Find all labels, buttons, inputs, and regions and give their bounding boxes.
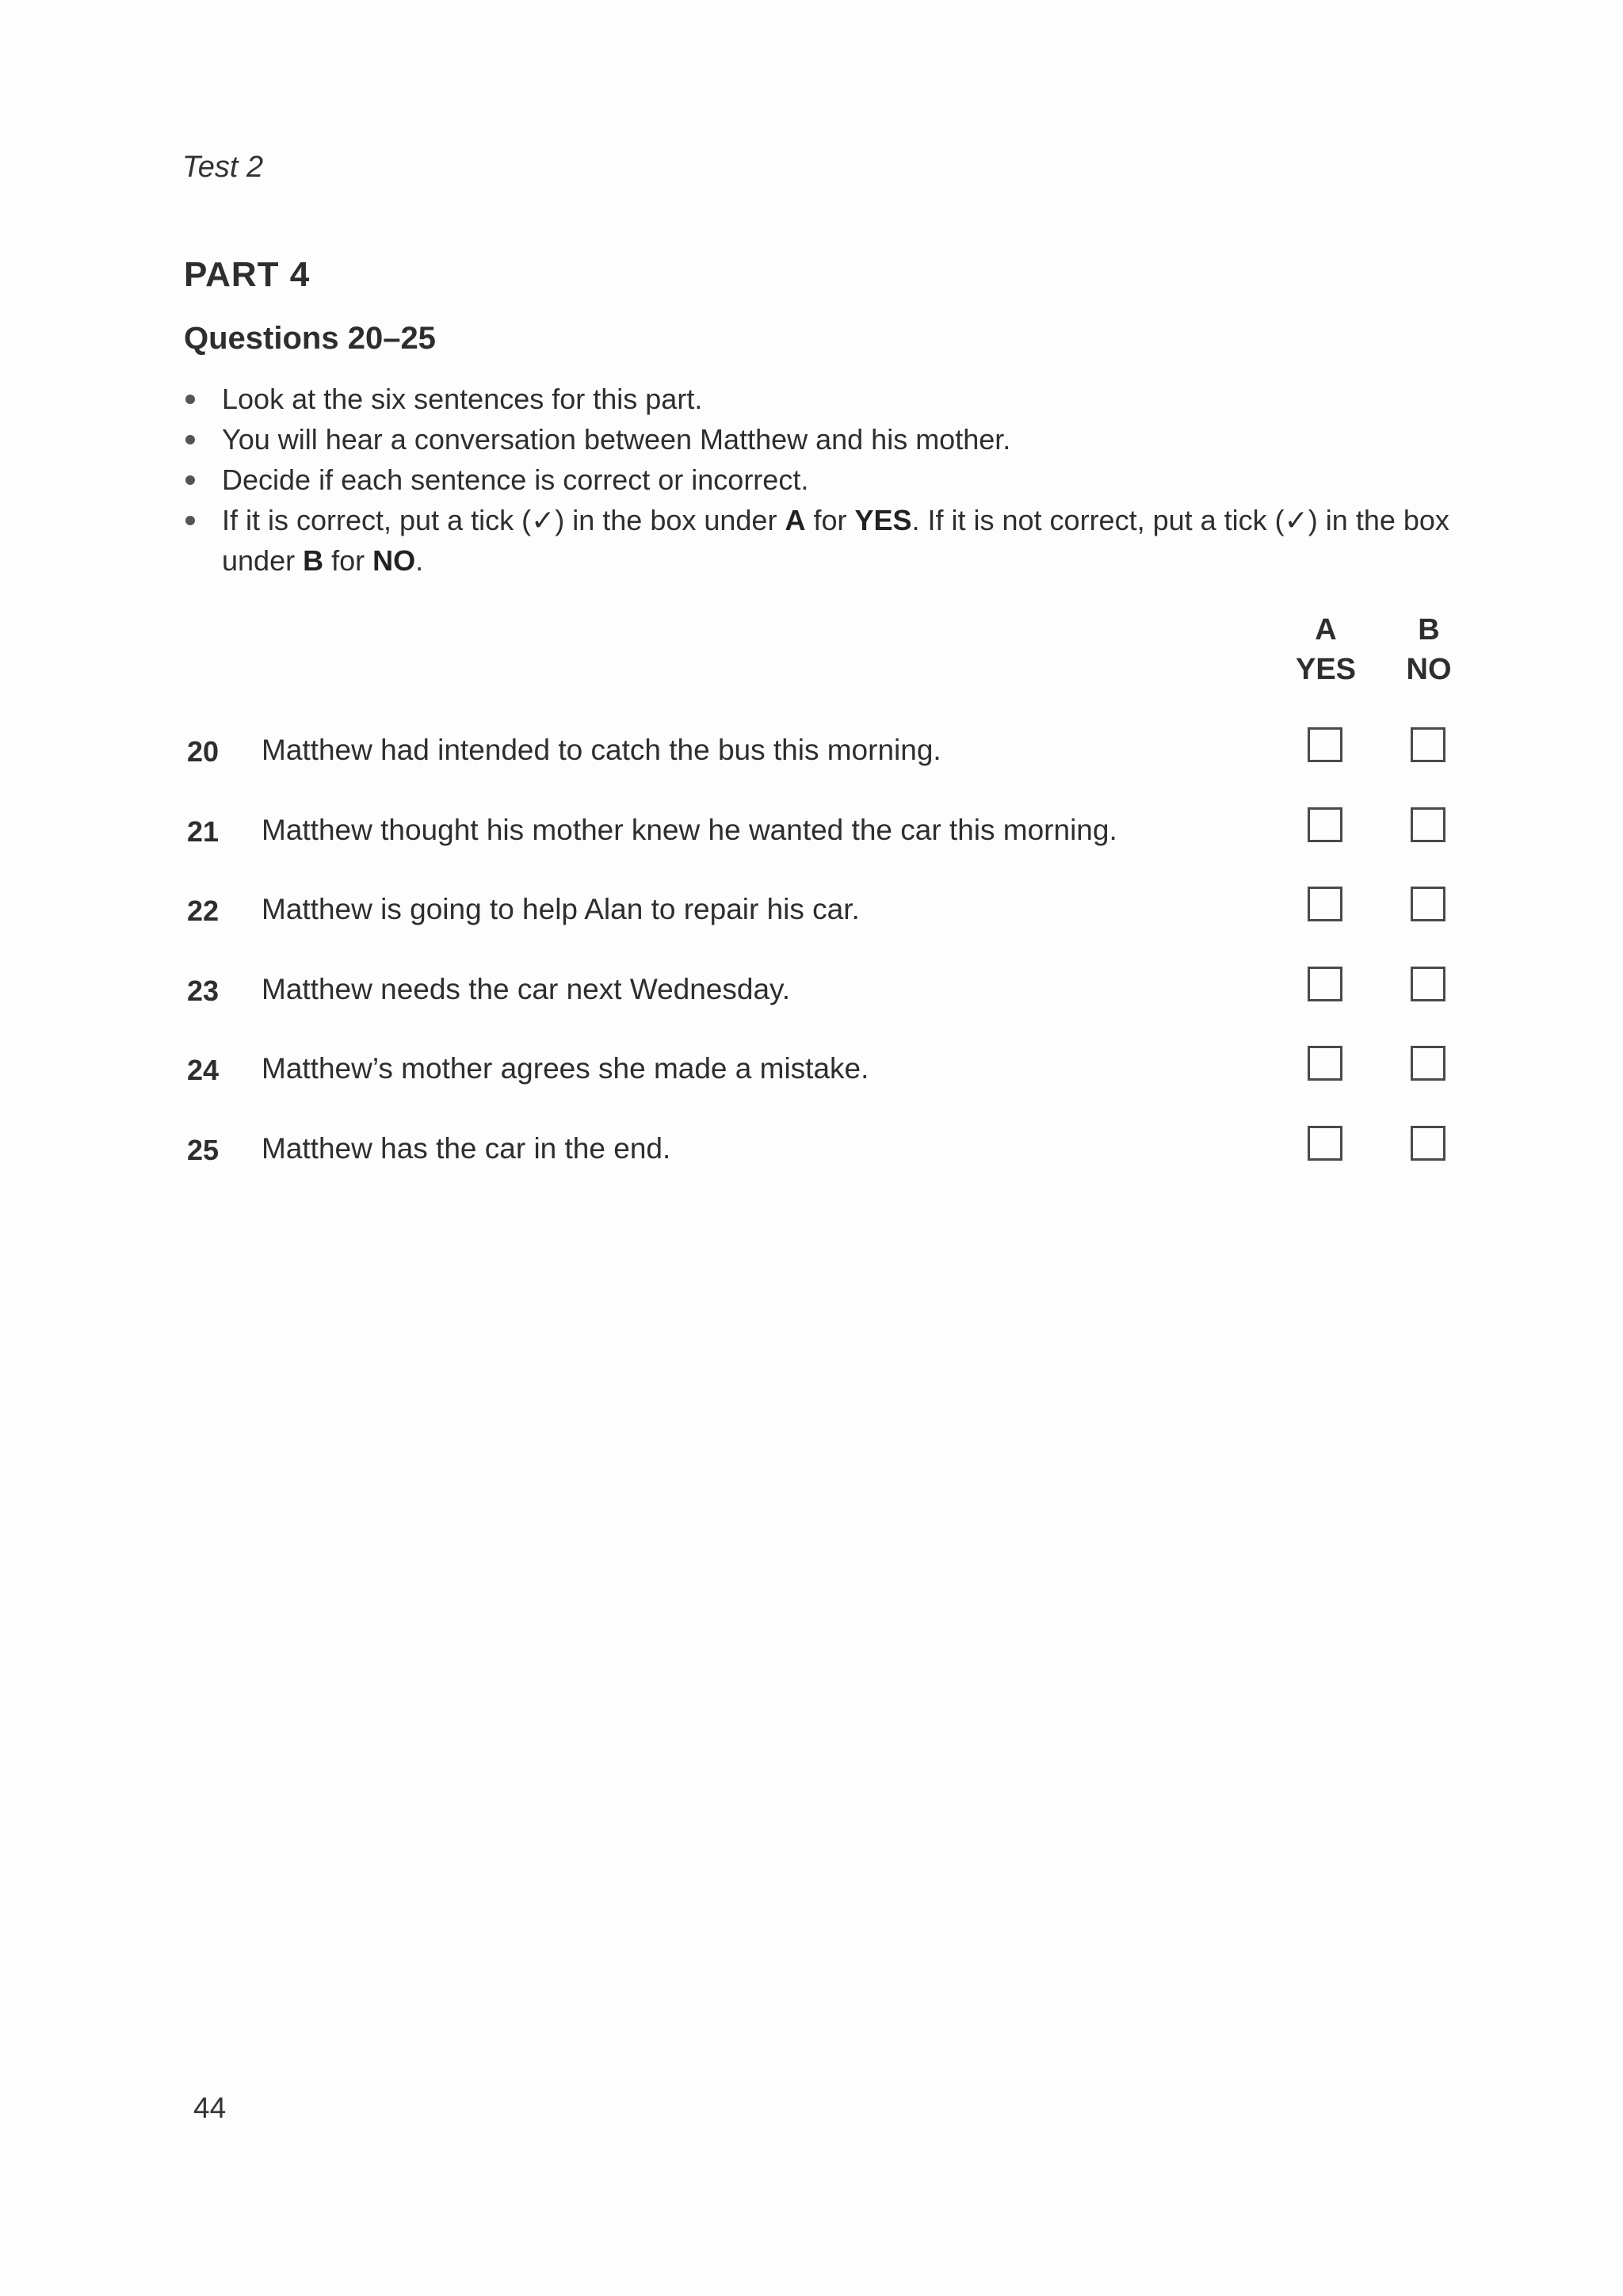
- bullet-icon: [185, 435, 195, 444]
- instruction-item: [184, 460, 1460, 500]
- question-row: [0, 807, 1623, 855]
- question-text: Matthew had intended to catch the bus this morning.: [262, 734, 941, 766]
- column-a-header: [1290, 610, 1361, 689]
- instruction-emphasis: YES: [854, 504, 912, 536]
- question-text: Matthew’s mother agrees she made a mistake.: [262, 1052, 869, 1085]
- no-checkbox[interactable]: [1411, 807, 1445, 842]
- question-row: [0, 727, 1623, 775]
- instruction-text: Decide if each sentence is correct or incorrect.: [222, 463, 809, 496]
- questions-title: Questions 20–25: [184, 321, 436, 356]
- instruction-text: Look at the six sentences for this part.: [222, 383, 703, 415]
- instruction-text: .: [415, 544, 424, 577]
- no-checkbox[interactable]: [1411, 887, 1445, 921]
- question-number: 25: [187, 1134, 220, 1166]
- question-row: [0, 1046, 1623, 1093]
- instruction-item: [184, 500, 1460, 581]
- instruction-text: If it is correct, put a tick (✓) in the box under: [222, 504, 785, 536]
- question-row: [0, 1126, 1623, 1173]
- instruction-text: . If it is not correct, put a tick (✓) in the box under: [222, 504, 1449, 577]
- column-a-letter: A: [1315, 613, 1337, 646]
- question-row: [0, 887, 1623, 934]
- instruction-text: for: [805, 504, 855, 536]
- question-text: Matthew is going to help Alan to repair his car.: [262, 893, 860, 925]
- yes-checkbox[interactable]: [1308, 807, 1342, 842]
- question-number: 22: [187, 894, 220, 927]
- yes-checkbox[interactable]: [1308, 727, 1342, 762]
- column-b-label: NO: [1406, 653, 1452, 686]
- yes-checkbox[interactable]: [1308, 967, 1342, 1001]
- instructions-list: [184, 379, 1460, 581]
- question-row: [0, 967, 1623, 1014]
- yes-checkbox[interactable]: [1308, 1126, 1342, 1161]
- no-checkbox[interactable]: [1411, 1046, 1445, 1081]
- yes-checkbox[interactable]: [1308, 1046, 1342, 1081]
- bullet-icon: [185, 395, 195, 404]
- instruction-text: You will hear a conversation between Matthew and his mother.: [222, 423, 1011, 456]
- instruction-emphasis: NO: [372, 544, 416, 577]
- question-number: 21: [187, 815, 220, 848]
- no-checkbox[interactable]: [1411, 967, 1445, 1001]
- instruction-emphasis: B: [303, 544, 324, 577]
- instruction-text: for: [323, 544, 373, 577]
- part-title: PART 4: [184, 255, 311, 294]
- running-head: Test 2: [182, 151, 264, 184]
- bullet-icon: [185, 475, 195, 485]
- instruction-item: [184, 379, 1460, 419]
- question-text: Matthew thought his mother knew he wanted the car this morning.: [262, 814, 1117, 846]
- question-text: Matthew has the car in the end.: [262, 1132, 671, 1165]
- question-text: Matthew needs the car next Wednesday.: [262, 973, 791, 1005]
- column-a-label: YES: [1295, 653, 1357, 686]
- bullet-icon: [185, 516, 195, 525]
- question-number: 23: [187, 974, 220, 1007]
- column-b-letter: B: [1418, 613, 1440, 646]
- yes-checkbox[interactable]: [1308, 887, 1342, 921]
- no-checkbox[interactable]: [1411, 1126, 1445, 1161]
- no-checkbox[interactable]: [1411, 727, 1445, 762]
- question-number: 24: [187, 1054, 220, 1086]
- column-b-header: [1393, 610, 1465, 689]
- page-number: 44: [193, 2092, 227, 2124]
- instruction-item: [184, 419, 1460, 460]
- question-number: 20: [187, 735, 220, 768]
- instruction-emphasis: A: [785, 504, 806, 536]
